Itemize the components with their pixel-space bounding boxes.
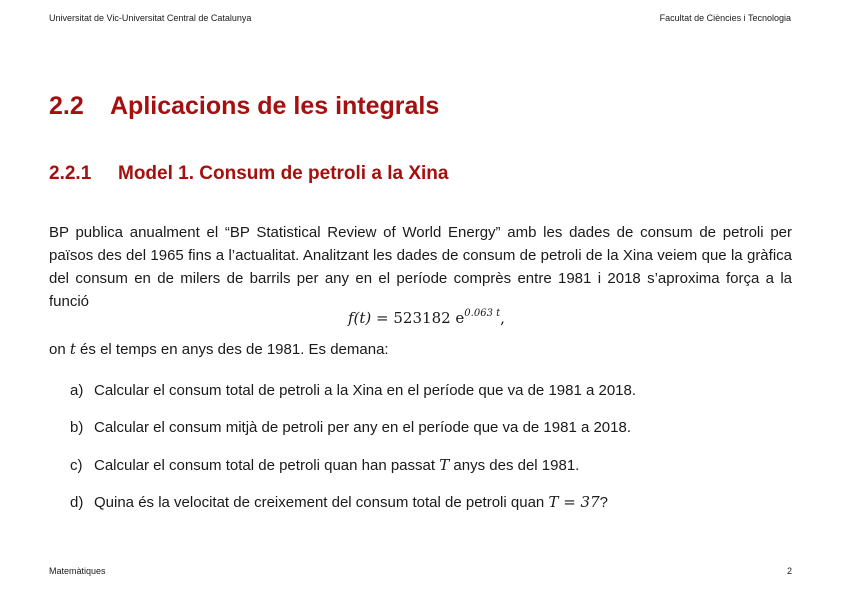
subsection-number: 2.2.1 <box>49 163 92 184</box>
subsection-title <box>49 163 448 185</box>
header-faculty: Facultat de Ciències i Tecnologia <box>659 13 791 23</box>
section-number: 2.2 <box>49 92 84 120</box>
list-item <box>70 382 636 419</box>
intro-paragraph: BP publica anualment el “BP Statistical Review of World Energy” amb les dades de consum de petroli per països des del 1965 fins a l’actualitat. Analitzant les dades de consum de petroli de la Xina veiem que la gràfica del consum en de milers de barrils per any en el període comprès entre 1981 i 2018 s’aproxima força a la funció <box>49 224 792 310</box>
after-formula-post: és el temps en anys des de 1981. Es demana: <box>75 341 389 358</box>
list-item <box>70 456 636 493</box>
item-label: b) <box>70 419 84 436</box>
after-formula-text <box>49 340 389 358</box>
question-list <box>70 382 636 530</box>
after-formula-pre: on <box>49 341 70 358</box>
item-text: Calcular el consum total de petroli a la Xina en el període que va de 1981 a 2018. <box>94 382 637 399</box>
formula-coef: 523182 e <box>393 309 465 327</box>
item-text-end: ? <box>599 494 608 511</box>
item-text: Calcular el consum total de petroli quan han passat <box>94 457 440 474</box>
section-title <box>49 92 439 121</box>
list-item <box>70 419 636 456</box>
list-item <box>70 493 636 530</box>
header-university: Universitat de Vic-Universitat Central de Catalunya <box>49 13 252 23</box>
formula-lhs: f(t) = <box>348 309 394 327</box>
item-text: Calcular el consum mitjà de petroli per any en el període que va de 1981 a 2018. <box>94 419 632 436</box>
item-label: a) <box>70 382 84 399</box>
item-math: T = 37 <box>548 493 600 511</box>
subsection-title-text: Model 1. Consum de petroli a la Xina <box>118 163 449 184</box>
formula-exponent: 0.063 t <box>464 308 501 319</box>
formula <box>348 308 505 327</box>
item-math: T <box>439 456 450 474</box>
item-label: c) <box>70 457 83 474</box>
after-formula-var: t <box>69 340 76 358</box>
footer-course: Matemàtiques <box>49 566 106 576</box>
formula-end: , <box>500 309 505 327</box>
section-title-text: Aplicacions de les integrals <box>110 92 440 120</box>
item-label: d) <box>70 494 84 511</box>
item-text: Quina és la velocitat de creixement del consum total de petroli quan <box>94 494 549 511</box>
page-number: 2 <box>786 566 792 576</box>
item-text-end: anys des del 1981. <box>449 457 580 474</box>
